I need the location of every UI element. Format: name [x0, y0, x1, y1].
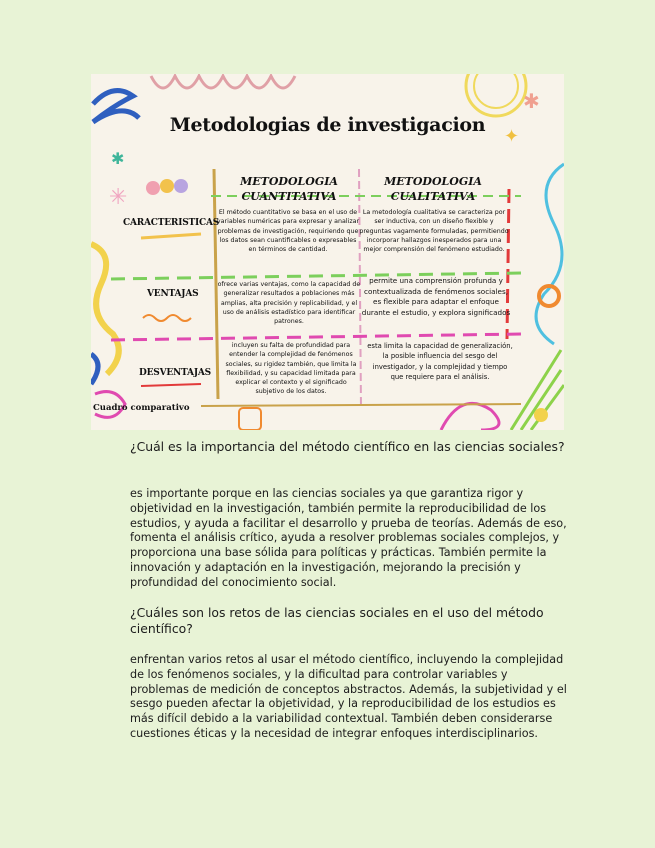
corner-label: Cuadro comparativo [93, 403, 190, 413]
cell-ventajas-cuantitativa: ofrece varias ventajas, como la capacidad de generalizar resultados a poblaciones más amplias, alta precisión y replicabilidad, y el uso de análisis estadístico para identificar patrones. [217, 281, 361, 326]
infographic-title: Metodologias de investigacion [169, 114, 486, 136]
svg-text:✱: ✱ [523, 89, 540, 113]
comparison-infographic [91, 74, 564, 430]
svg-text:✳: ✳ [109, 185, 128, 210]
row-label-caracteristicas: CARACTERISTICAS [123, 218, 220, 228]
svg-text:✱: ✱ [111, 149, 125, 168]
answer-1: es importante porque en las ciencias sociales ya que garantiza rigor y objetividad en la investigación, también permite la reproducibilidad de los estudios, y ayuda a facilitar el desarrollo y prueba de teorías. Además de eso, fomenta el análisis crítico, ayuda a resolver problemas sociales complejos, y proporciona una base sólida para políticas y prácticas. También permite la innovación y adaptación en la investigación, mejorando la precisión y profundidad del conocimiento social. [130, 487, 567, 589]
column-header-cualitativa: METODOLOGIA CUALITATIVA [384, 175, 482, 203]
cell-ventajas-cualitativa: permite una comprensión profunda y contextualizada de fenómenos sociales, es flexible para adaptar el enfoque durante el estudio, y explora significados [361, 276, 511, 317]
row-label-ventajas: VENTAJAS [147, 289, 199, 299]
cell-caracteristicas-cualitativa: La metodología cualitativa se caracteriza por ser inductiva, con un diseño flexible y preguntas vagamente formuladas, permitiendo incorporar hallazgos inesperados para una mejor comprensión del fenómeno estudiado. [359, 209, 509, 254]
cell-desventajas-cualitativa: esta limita la capacidad de generalización, la posible influencia del sesgo del investigador, y la complejidad y tiempo que requiere para el análisis. [367, 342, 513, 382]
column-header-cuantitativa: METODOLOGIA CUANTITATIVA [240, 175, 338, 203]
question-2: ¿Cuáles son los retos de las ciencias sociales en el uso del método científico? [130, 605, 544, 636]
cell-caracteristicas-cuantitativa: El método cuantitativo se basa en el uso de variables numéricas para expresar y analizar problemas de investigación, requiriendo que los datos sean cuantificables o expresables en términos de cantidad. [216, 209, 360, 254]
cell-desventajas-cuantitativa: incluyen su falta de profundidad para entender la complejidad de fenómenos sociales, su rigidez también, que limita la flexibilidad, y su capacidad limitada para explicar el contexto y el significado subjetivo de los datos. [225, 342, 357, 396]
row-label-desventajas: DESVENTAJAS [139, 368, 211, 378]
svg-text:✦: ✦ [504, 126, 520, 147]
question-1: ¿Cuál es la importancia del método científico en las ciencias sociales? [130, 439, 565, 454]
answer-2: enfrentan varios retos al usar el método científico, incluyendo la complejidad de los fenómenos sociales, y la dificultad para controlar variables y problemas de medición de conceptos abstractos. Además, la subjetividad y el sesgo pueden afectar la objetividad, y la reproducibilidad de los estudios es más difícil debido a la variabilidad contextual. También deben considerarse cuestiones éticas y la necesidad de integrar enfoques interdisciplinarios. [130, 653, 567, 740]
